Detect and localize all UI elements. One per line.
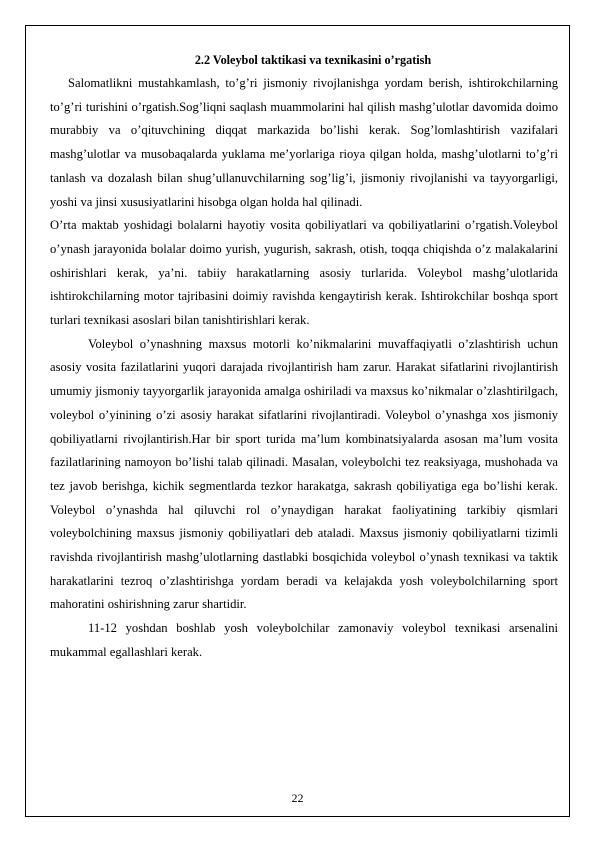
paragraph-physical-qualities: Voleybol o’ynashning maxsus motorli ko’nikmalarini muvaffaqiyatli o’zlashtirish uchun asosiy vosita fazilatlarini yuqori darajada rivojlantirish ham zarur. Harakat sifatlarini rivojlantirish umumiy jismoniy tayyorgarlik jarayonida amalga oshiriladi va maxsus ko’nikmalar o’zlashtirilgach, voleybol o’yinining o’zi asosiy harakat sifatlarini rivojlantiradi. Voleybol o’ynashga xos jismoniy qobiliyatlarni rivojlantirish.Har bir sport turida ma’lum kombinatsiyalarda asosan ma’lum vosita fazilatlarining namoyon bo’lishi talab qilinadi. Masalan, voleybolchi tez reaksiyaga, mushohada va tez javob berishga, kichik segmentlarda tezkor harakatga, sakrash qobiliyatiga ega bo’lishi kerak. Voleybol o’ynashda hal qiluvchi rol o’ynaydigan harakat faoliyatining tarkibiy qismlari voleybolchining maxsus jismoniy qobiliyatlari deb ataladi. Maxsus jismoniy qobiliyatlarni tizimli ravishda rivojlantirish mashg’ulotlarning dastlabki bosqichida voleybol o’ynash texnikasi va taktik harakatlarini tezroq o’zlashtirishga yordam beradi va kelajakda yosh voleybolchilarning sport mahoratini oshirishning zarur shartidir. <box>50 336 558 612</box>
paragraph-technique-age: 11-12 yoshdan boshlab yosh voleybolchilar zamonaviy voleybol texnikasi arsenalini mukammal egallashlari kerak. <box>50 621 558 659</box>
paragraph-health: Salomatlikni mustahkamlash, to’g’ri jismoniy rivojlanishga yordam berish, ishtirokchilarning to’g’ri turishini o’rgatish.Sog’liqni saqlash muammolarini hal qilish mashg’ulotlar davomida doimo murabbiy va o’qituvchining diqqat markazida bo’lishi kerak. Sog’lomlashtirish vazifalari mashg’ulotlar va musobaqalarda yuklama me’yorlariga rioya qilgan holda, mashg’ulotlarni to’g’ri tanlash va dozalash bilan shug’ullanuvchilarning sog’lig’i, jismoniy rivojlanishi va tayyorgarligi, yoshi va jinsi xususiyatlarini hisobga olgan holda hal qilinadi. <box>50 76 558 209</box>
page-number: 22 <box>291 791 304 805</box>
document-body <box>50 52 558 665</box>
paragraph-motor-skills: O’rta maktab yoshidagi bolalarni hayotiy vosita qobiliyatlari va qobiliyatlarini o’rgatish.Voleybol o’ynash jarayonida bolalar doimo yurish, yugurish, sakrash, otish, toqqa chiqishda o’z malakalarini oshirishlari kerak, ya’ni. tabiiy harakatlarning asosiy turlarida. Voleybol mashg’ulotlarida ishtirokchilarning motor tajribasini doimiy ravishda kengaytirish kerak. Ishtirokchilar boshqa sport turlari texnikasi asoslari bilan tanishtirishlari kerak. <box>50 218 558 328</box>
section-title: 2.2 Voleybol taktikasi va texnikasini o’rgatish <box>194 53 432 67</box>
